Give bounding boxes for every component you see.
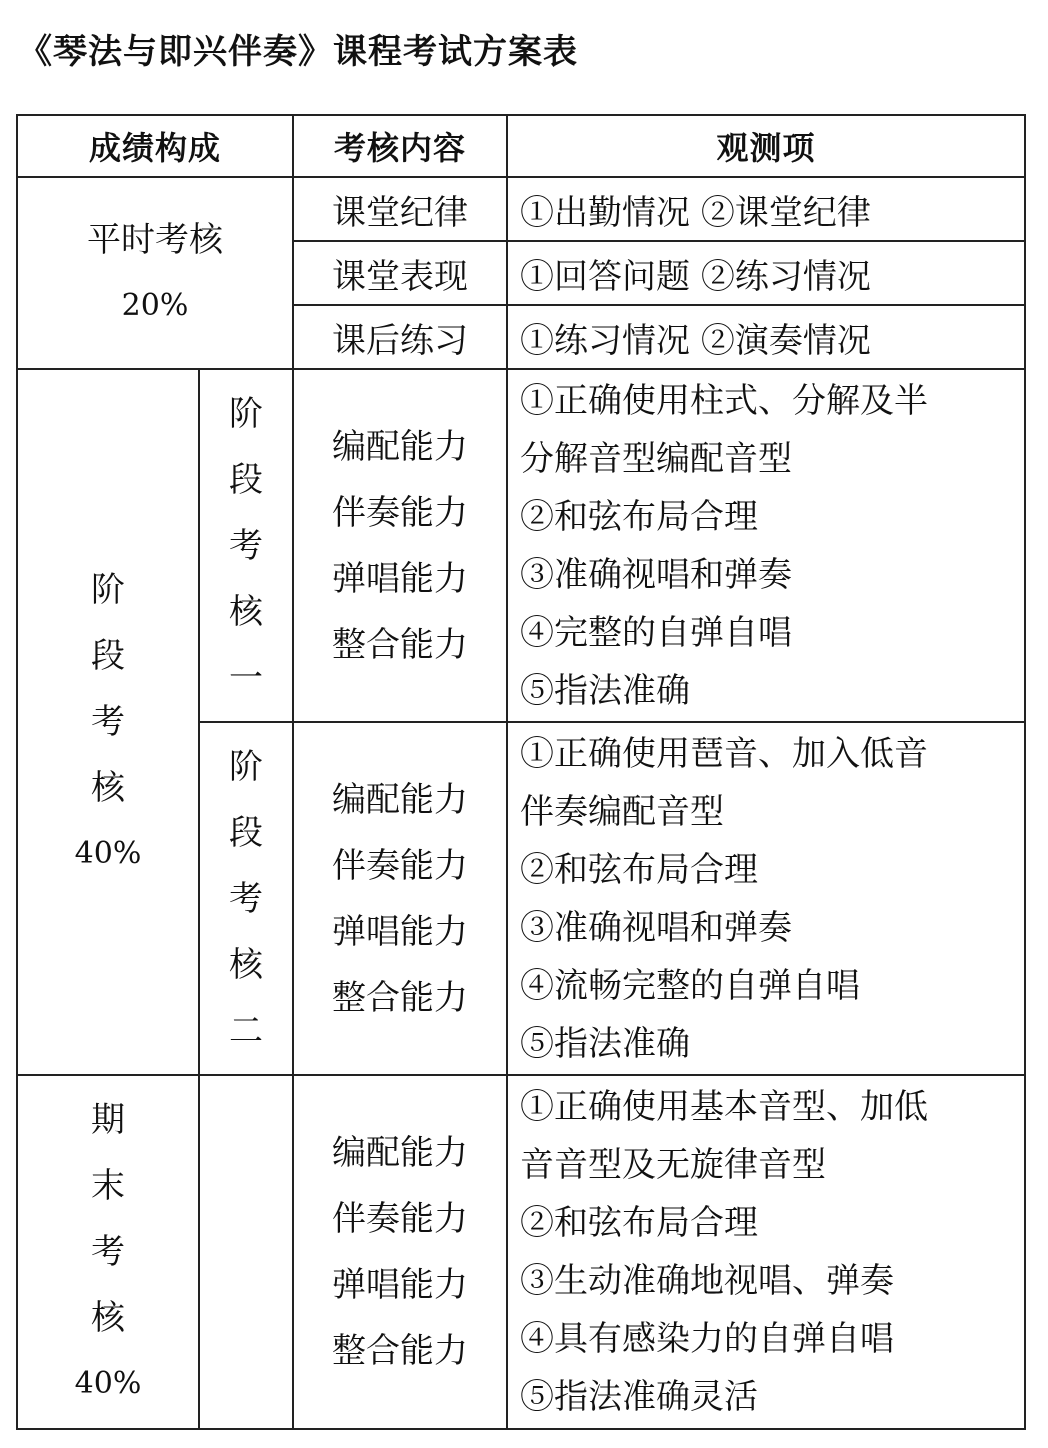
table-row bbox=[17, 1075, 1025, 1429]
observation-line: ③生动准确地视唱、弹奏 bbox=[520, 1261, 895, 1301]
final-label-char: 末 bbox=[91, 1166, 125, 1206]
stage-label-char: 阶 bbox=[91, 570, 125, 610]
stage-sub1-abilities bbox=[293, 369, 507, 722]
final-label-char: 核 bbox=[91, 1298, 125, 1338]
observation-line: ⑤指法准确 bbox=[520, 1023, 691, 1064]
stage-sub2-abilities bbox=[293, 722, 507, 1075]
ability-item: 编配能力 bbox=[332, 1133, 469, 1173]
final-empty-cell bbox=[199, 1075, 293, 1429]
stage-sub2-char: 段 bbox=[229, 812, 263, 853]
final-label-char: 考 bbox=[91, 1232, 125, 1272]
stage-sub1-char: 阶 bbox=[229, 393, 263, 434]
final-abilities bbox=[293, 1075, 507, 1429]
ability-item: 弹唱能力 bbox=[332, 1265, 469, 1305]
ability-item: 伴奏能力 bbox=[332, 492, 469, 533]
regular-content-3: 课后练习 bbox=[293, 305, 507, 369]
final-observations bbox=[507, 1075, 1025, 1429]
header-observation: 观测项 bbox=[507, 115, 1025, 177]
stage-sub1-char: 一 bbox=[229, 657, 263, 698]
page-title: 《琴法与即兴伴奏》课程考试方案表 bbox=[18, 32, 578, 72]
regular-items-1: ①出勤情况 ②课堂纪律 bbox=[507, 177, 1025, 241]
regular-items-2: ①回答问题 ②练习情况 bbox=[507, 241, 1025, 305]
stage-sub2-char: 考 bbox=[229, 878, 263, 919]
observation-line: ①正确使用基本音型、加低 bbox=[520, 1087, 929, 1127]
observation-line: ③准确视唱和弹奏 bbox=[520, 554, 793, 595]
observation-line: ①正确使用琶音、加入低音 bbox=[520, 733, 929, 774]
observation-line: ②和弦布局合理 bbox=[520, 496, 759, 537]
exam-plan-table bbox=[16, 114, 1026, 1430]
stage-label-char: 段 bbox=[91, 636, 125, 676]
stage-sub1-observations bbox=[507, 369, 1025, 722]
observation-line: ①正确使用柱式、分解及半 bbox=[520, 380, 929, 421]
ability-item: 伴奏能力 bbox=[332, 1199, 469, 1239]
observation-line: 分解音型编配音型 bbox=[520, 438, 793, 479]
table-row bbox=[17, 177, 1025, 241]
stage-sub2-char: 核 bbox=[229, 944, 263, 985]
ability-item: 整合能力 bbox=[332, 624, 469, 665]
ability-item: 编配能力 bbox=[332, 779, 469, 820]
observation-line: ④完整的自弹自唱 bbox=[520, 612, 793, 653]
stage-label-char: 核 bbox=[91, 768, 125, 808]
ability-item: 弹唱能力 bbox=[332, 558, 469, 599]
ability-item: 整合能力 bbox=[332, 1331, 469, 1371]
ability-item: 整合能力 bbox=[332, 977, 469, 1018]
final-percent: 40% bbox=[74, 1366, 142, 1401]
final-assessment-cell bbox=[17, 1075, 199, 1429]
observation-line: ④流畅完整的自弹自唱 bbox=[520, 965, 861, 1006]
stage-assessment-cell bbox=[17, 369, 199, 1075]
regular-label: 平时考核 bbox=[87, 220, 223, 260]
ability-item: 编配能力 bbox=[332, 426, 469, 467]
regular-items-3: ①练习情况 ②演奏情况 bbox=[507, 305, 1025, 369]
stage-sub1-char: 段 bbox=[229, 459, 263, 500]
regular-content-1: 课堂纪律 bbox=[293, 177, 507, 241]
table-row bbox=[17, 369, 1025, 722]
observation-line: ⑤指法准确 bbox=[520, 670, 691, 711]
observation-line: 音音型及无旋律音型 bbox=[520, 1145, 827, 1185]
stage-sub2-label bbox=[199, 722, 293, 1075]
header-composition: 成绩构成 bbox=[17, 115, 293, 177]
final-label-char: 期 bbox=[91, 1100, 125, 1140]
stage-sub2-observations bbox=[507, 722, 1025, 1075]
observation-line: ③准确视唱和弹奏 bbox=[520, 907, 793, 948]
observation-line: ④具有感染力的自弹自唱 bbox=[520, 1319, 895, 1359]
ability-item: 弹唱能力 bbox=[332, 911, 469, 952]
observation-line: ⑤指法准确灵活 bbox=[520, 1377, 759, 1417]
header-row bbox=[17, 115, 1025, 177]
stage-sub2-char: 二 bbox=[229, 1010, 263, 1051]
stage-label-char: 考 bbox=[91, 702, 125, 742]
stage-sub1-char: 考 bbox=[229, 525, 263, 566]
observation-line: ②和弦布局合理 bbox=[520, 1203, 759, 1243]
observation-line: 伴奏编配音型 bbox=[520, 791, 725, 832]
header-content: 考核内容 bbox=[293, 115, 507, 177]
observation-line: ②和弦布局合理 bbox=[520, 849, 759, 890]
regular-percent: 20% bbox=[121, 288, 189, 323]
regular-assessment-cell bbox=[17, 177, 293, 369]
stage-percent: 40% bbox=[74, 836, 142, 871]
regular-content-2: 课堂表现 bbox=[293, 241, 507, 305]
stage-sub1-char: 核 bbox=[229, 591, 263, 632]
stage-sub2-char: 阶 bbox=[229, 746, 263, 787]
ability-item: 伴奏能力 bbox=[332, 845, 469, 886]
stage-sub1-label bbox=[199, 369, 293, 722]
